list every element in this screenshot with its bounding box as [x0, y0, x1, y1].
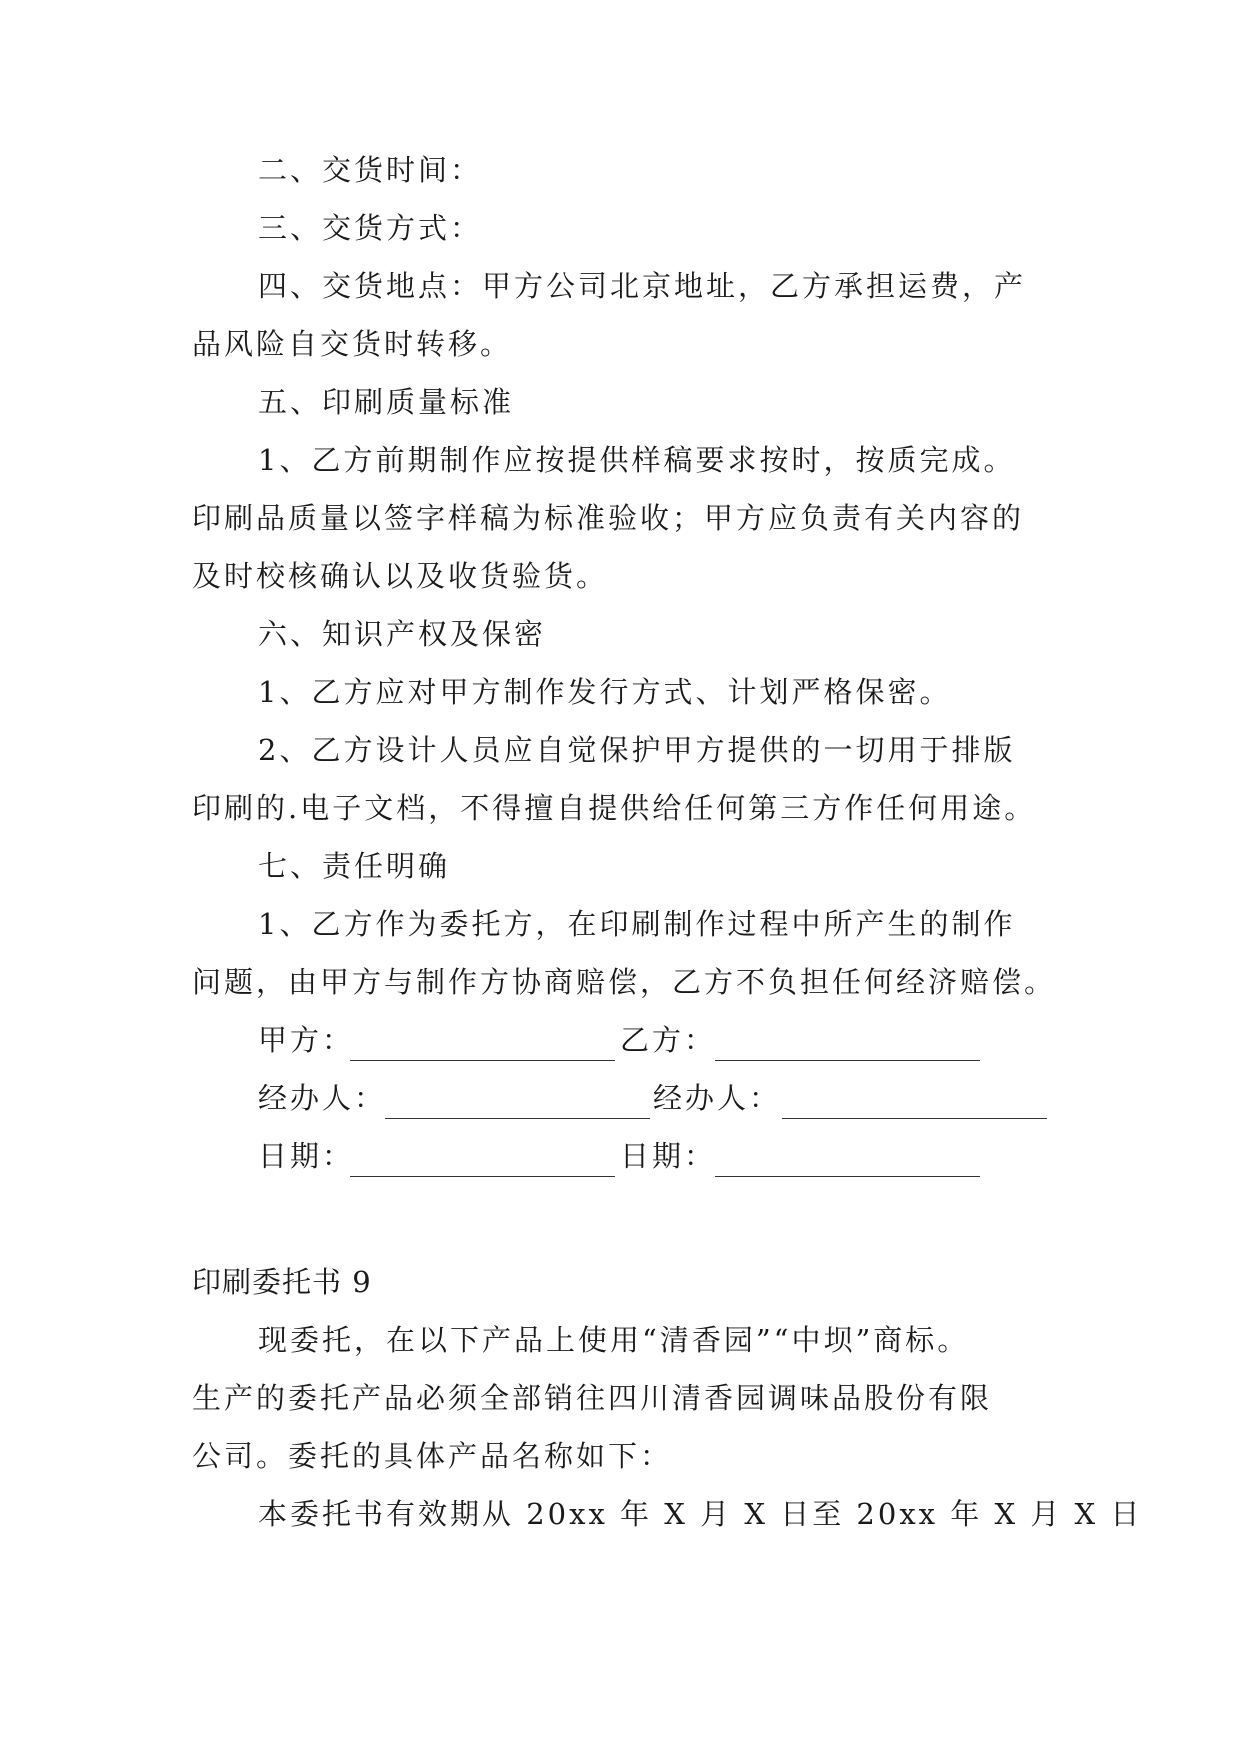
clause-delivery-method: 三、交货方式：: [258, 211, 483, 245]
party-a-blank[interactable]: [350, 1060, 615, 1061]
clause-delivery-place: 四、交货地点：甲方公司北京地址，乙方承担运费，产: [258, 269, 1027, 303]
date-a-blank[interactable]: [350, 1176, 615, 1177]
date-b-label: 日期：: [620, 1139, 717, 1173]
clause-ip-heading: 六、知识产权及保密: [258, 617, 547, 651]
clause-quality-1: 1、乙方前期制作应按提供样稿要求按时，按质完成。: [258, 443, 1016, 477]
date-b-blank[interactable]: [715, 1176, 980, 1177]
entrust-paragraph-1: 现委托，在以下产品上使用“清香园”“中坝”商标。: [258, 1323, 970, 1357]
clause-ip-2: 2、乙方设计人员应自觉保护甲方提供的一切用于排版: [258, 733, 1016, 767]
clause-delivery-place-cont: 品风险自交货时转移。: [192, 327, 513, 361]
clause-delivery-time: 二、交货时间：: [258, 153, 483, 187]
party-b-blank[interactable]: [715, 1060, 980, 1061]
clause-quality-1-cont: 印刷品质量以签字样稿为标准验收；甲方应负责有关内容的: [192, 501, 1025, 535]
agent-b-label: 经办人：: [653, 1081, 782, 1115]
party-b-label: 乙方：: [620, 1023, 717, 1057]
entrust-paragraph-1-cont: 生产的委托产品必须全部销往四川清香园调味品股份有限: [192, 1381, 993, 1415]
clause-ip-2-cont: 印刷的.电子文档，不得擅自提供给任何第三方作任何用途。: [192, 791, 1037, 825]
validity-period: 本委托书有效期从 20xx 年 X 月 X 日至 20xx 年 X 月 X 日: [258, 1497, 1143, 1531]
clause-quality-1-cont2: 及时校核确认以及收货验货。: [192, 559, 609, 593]
clause-liability-1-cont: 问题，由甲方与制作方协商赔偿，乙方不负担任何经济赔偿。: [192, 965, 1057, 999]
agent-b-blank[interactable]: [782, 1118, 1047, 1119]
agent-a-blank[interactable]: [385, 1118, 650, 1119]
clause-ip-1: 1、乙方应对甲方制作发行方式、计划严格保密。: [258, 675, 952, 709]
clause-liability-1: 1、乙方作为委托方，在印刷制作过程中所产生的制作: [258, 907, 1016, 941]
party-a-label: 甲方：: [258, 1023, 355, 1057]
agent-a-label: 经办人：: [258, 1081, 387, 1115]
entrust-paragraph-1-cont2: 公司。委托的具体产品名称如下：: [192, 1439, 673, 1473]
clause-liability-heading: 七、责任明确: [258, 849, 451, 883]
date-a-label: 日期：: [258, 1139, 355, 1173]
clause-quality-heading: 五、印刷质量标准: [258, 385, 515, 419]
section-9-title: 印刷委托书 9: [192, 1265, 372, 1299]
